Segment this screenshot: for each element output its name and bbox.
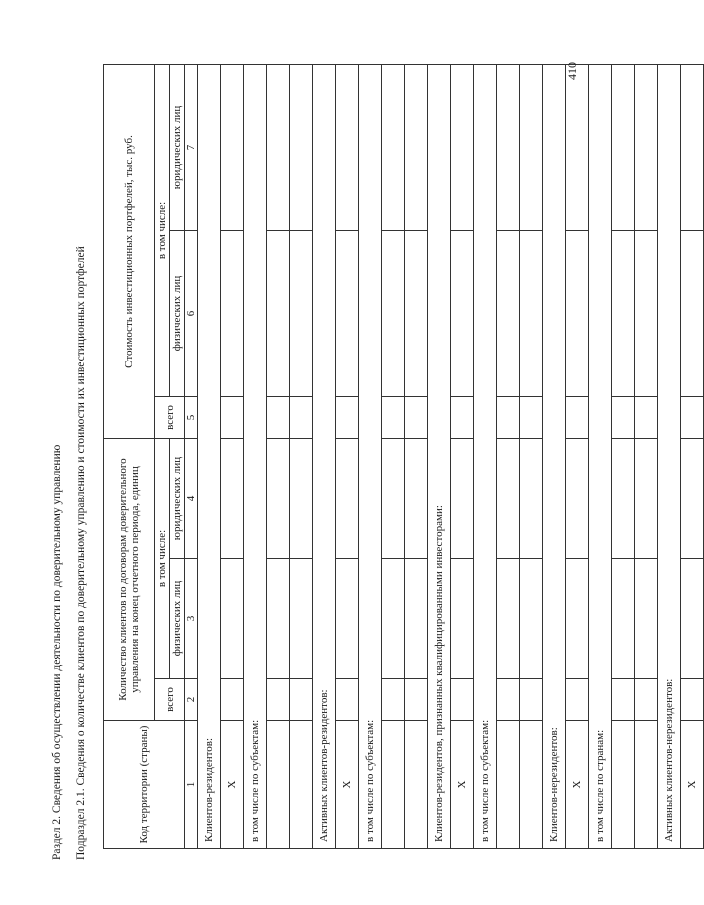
table-body (198, 64, 704, 848)
row-code-cell[interactable] (290, 721, 313, 849)
data-cell[interactable] (405, 396, 428, 438)
section-label: в том числе по странам: (589, 64, 612, 848)
header-count-incl: в том числе: (155, 438, 170, 678)
data-cell[interactable] (520, 64, 543, 230)
section-row (359, 64, 382, 848)
data-cell[interactable] (612, 438, 635, 558)
row-code-cell[interactable] (612, 721, 635, 849)
section-row (244, 64, 267, 848)
table-row (497, 64, 520, 848)
column-number: 7 (185, 64, 198, 230)
section-label: Активных клиентов-резидентов: (313, 64, 336, 848)
section-row (474, 64, 497, 848)
data-cell[interactable] (405, 438, 428, 558)
data-cell[interactable] (267, 438, 290, 558)
data-cell[interactable] (336, 679, 359, 721)
data-cell[interactable] (566, 438, 589, 558)
section-row (428, 64, 451, 848)
data-cell[interactable] (520, 230, 543, 396)
row-code-cell[interactable]: X (451, 721, 474, 849)
data-cell[interactable] (336, 438, 359, 558)
table-row (405, 64, 428, 848)
data-cell[interactable] (451, 438, 474, 558)
data-cell[interactable] (612, 230, 635, 396)
header-value-total: всего (155, 396, 185, 438)
section-label: Клиентов-резидентов: (198, 64, 221, 848)
header-value-group: Стоимость инвестиционных портфелей, тыс. руб. (104, 64, 155, 438)
column-number-row (185, 64, 198, 848)
subsection-title: Подраздел 2.1. Сведения о количестве клиентов по доверительному управлению и стоимости их инвестиционных портфелей (75, 246, 87, 860)
rotated-content (45, 60, 698, 860)
header-code: Код территории (страны) (104, 721, 185, 849)
data-cell[interactable] (221, 438, 244, 558)
header-count-legal: юридических лиц (170, 438, 185, 558)
data-cell[interactable] (497, 230, 520, 396)
data-cell[interactable] (681, 396, 704, 438)
section-label: в том числе по субъектам: (474, 64, 497, 848)
data-cell[interactable] (612, 679, 635, 721)
column-number: 6 (185, 230, 198, 396)
column-number: 5 (185, 396, 198, 438)
page-number: 410 (565, 62, 579, 80)
table-row (612, 64, 635, 848)
row-code-cell[interactable] (635, 721, 658, 849)
data-cell[interactable] (405, 559, 428, 679)
row-code-cell[interactable] (520, 721, 543, 849)
data-cell[interactable] (382, 559, 405, 679)
header-count-group: Количество клиентов по договорам доверительного управления на конец отчетного периода, единиц (104, 438, 155, 720)
section-row (543, 64, 566, 848)
row-code-cell[interactable]: X (336, 721, 359, 849)
section-row (198, 64, 221, 848)
table-row (221, 64, 244, 848)
data-cell[interactable] (497, 559, 520, 679)
data-cell[interactable] (520, 559, 543, 679)
data-cell[interactable] (681, 679, 704, 721)
data-cell[interactable] (267, 230, 290, 396)
section-label: в том числе по субъектам: (244, 64, 267, 848)
section-row (313, 64, 336, 848)
data-cell[interactable] (290, 230, 313, 396)
section-label: Активных клиентов-нерезидентов: (658, 64, 681, 848)
data-cell[interactable] (681, 230, 704, 396)
data-cell[interactable] (497, 438, 520, 558)
table-row (635, 64, 658, 848)
data-cell[interactable] (520, 679, 543, 721)
data-cell[interactable] (681, 559, 704, 679)
section-label: Клиентов-резидентов, признанных квалифицированными инвесторами: (428, 64, 451, 848)
data-cell[interactable] (336, 396, 359, 438)
data-cell[interactable] (405, 679, 428, 721)
data-cell[interactable] (451, 559, 474, 679)
section-label: в том числе по субъектам: (359, 64, 382, 848)
table-row (336, 64, 359, 848)
data-cell[interactable] (451, 64, 474, 230)
data-cell[interactable] (221, 396, 244, 438)
row-code-cell[interactable]: X (681, 721, 704, 849)
data-cell[interactable] (267, 679, 290, 721)
header-count-individuals: физических лиц (170, 559, 185, 679)
data-cell[interactable] (612, 396, 635, 438)
table-row (451, 64, 474, 848)
data-cell[interactable] (290, 559, 313, 679)
data-cell[interactable] (382, 679, 405, 721)
section-label: Клиентов-нерезидентов: (543, 64, 566, 848)
data-cell[interactable] (635, 396, 658, 438)
data-cell[interactable] (290, 64, 313, 230)
column-number: 1 (185, 721, 198, 849)
table-row (520, 64, 543, 848)
data-cell[interactable] (635, 64, 658, 230)
data-cell[interactable] (382, 438, 405, 558)
data-cell[interactable] (221, 679, 244, 721)
data-cell[interactable] (451, 230, 474, 396)
row-code-cell[interactable] (405, 721, 428, 849)
data-cell[interactable] (267, 396, 290, 438)
data-cell[interactable] (382, 64, 405, 230)
data-cell[interactable] (566, 396, 589, 438)
data-cell[interactable] (290, 679, 313, 721)
row-code-cell[interactable] (267, 721, 290, 849)
table-row (290, 64, 313, 848)
header-count-total: всего (155, 679, 185, 721)
row-code-cell[interactable] (382, 721, 405, 849)
table-row (566, 64, 589, 848)
table-row (681, 64, 704, 848)
section-row (589, 64, 612, 848)
data-cell[interactable] (290, 438, 313, 558)
data-cell[interactable] (612, 64, 635, 230)
data-cell[interactable] (497, 679, 520, 721)
table-row (382, 64, 405, 848)
column-number: 2 (185, 679, 198, 721)
data-cell[interactable] (681, 438, 704, 558)
data-cell[interactable] (382, 230, 405, 396)
data-cell[interactable] (221, 559, 244, 679)
data-cell[interactable] (336, 64, 359, 230)
data-cell[interactable] (405, 230, 428, 396)
data-cell[interactable] (497, 396, 520, 438)
table-row (267, 64, 290, 848)
data-cell[interactable] (612, 559, 635, 679)
data-cell[interactable] (497, 64, 520, 230)
header-value-individuals: физических лиц (170, 230, 185, 396)
header-value-legal: юридических лиц (170, 64, 185, 230)
data-cell[interactable] (566, 559, 589, 679)
data-cell[interactable] (267, 559, 290, 679)
data-cell[interactable] (451, 679, 474, 721)
section-row (658, 64, 681, 848)
column-number: 3 (185, 559, 198, 679)
header-value-incl: в том числе: (155, 64, 170, 396)
data-cell[interactable] (566, 679, 589, 721)
row-code-cell[interactable]: X (566, 721, 589, 849)
column-number: 4 (185, 438, 198, 558)
data-cell[interactable] (290, 396, 313, 438)
data-cell[interactable] (566, 64, 589, 230)
data-cell[interactable] (221, 64, 244, 230)
data-cell[interactable] (382, 396, 405, 438)
data-cell[interactable] (681, 64, 704, 230)
data-cell[interactable] (336, 559, 359, 679)
data-cell[interactable] (635, 559, 658, 679)
data-cell[interactable] (635, 230, 658, 396)
data-cell[interactable] (566, 230, 589, 396)
section-title: Раздел 2. Сведения об осуществлении деятельности по доверительному управлению (51, 444, 63, 860)
data-cell[interactable] (635, 679, 658, 721)
data-cell[interactable] (336, 230, 359, 396)
data-cell[interactable] (451, 396, 474, 438)
data-cell[interactable] (221, 230, 244, 396)
data-cell[interactable] (267, 64, 290, 230)
clients-table (103, 64, 704, 849)
data-cell[interactable] (520, 438, 543, 558)
data-cell[interactable] (635, 438, 658, 558)
data-cell[interactable] (520, 396, 543, 438)
row-code-cell[interactable]: X (221, 721, 244, 849)
data-cell[interactable] (405, 64, 428, 230)
row-code-cell[interactable] (497, 721, 520, 849)
